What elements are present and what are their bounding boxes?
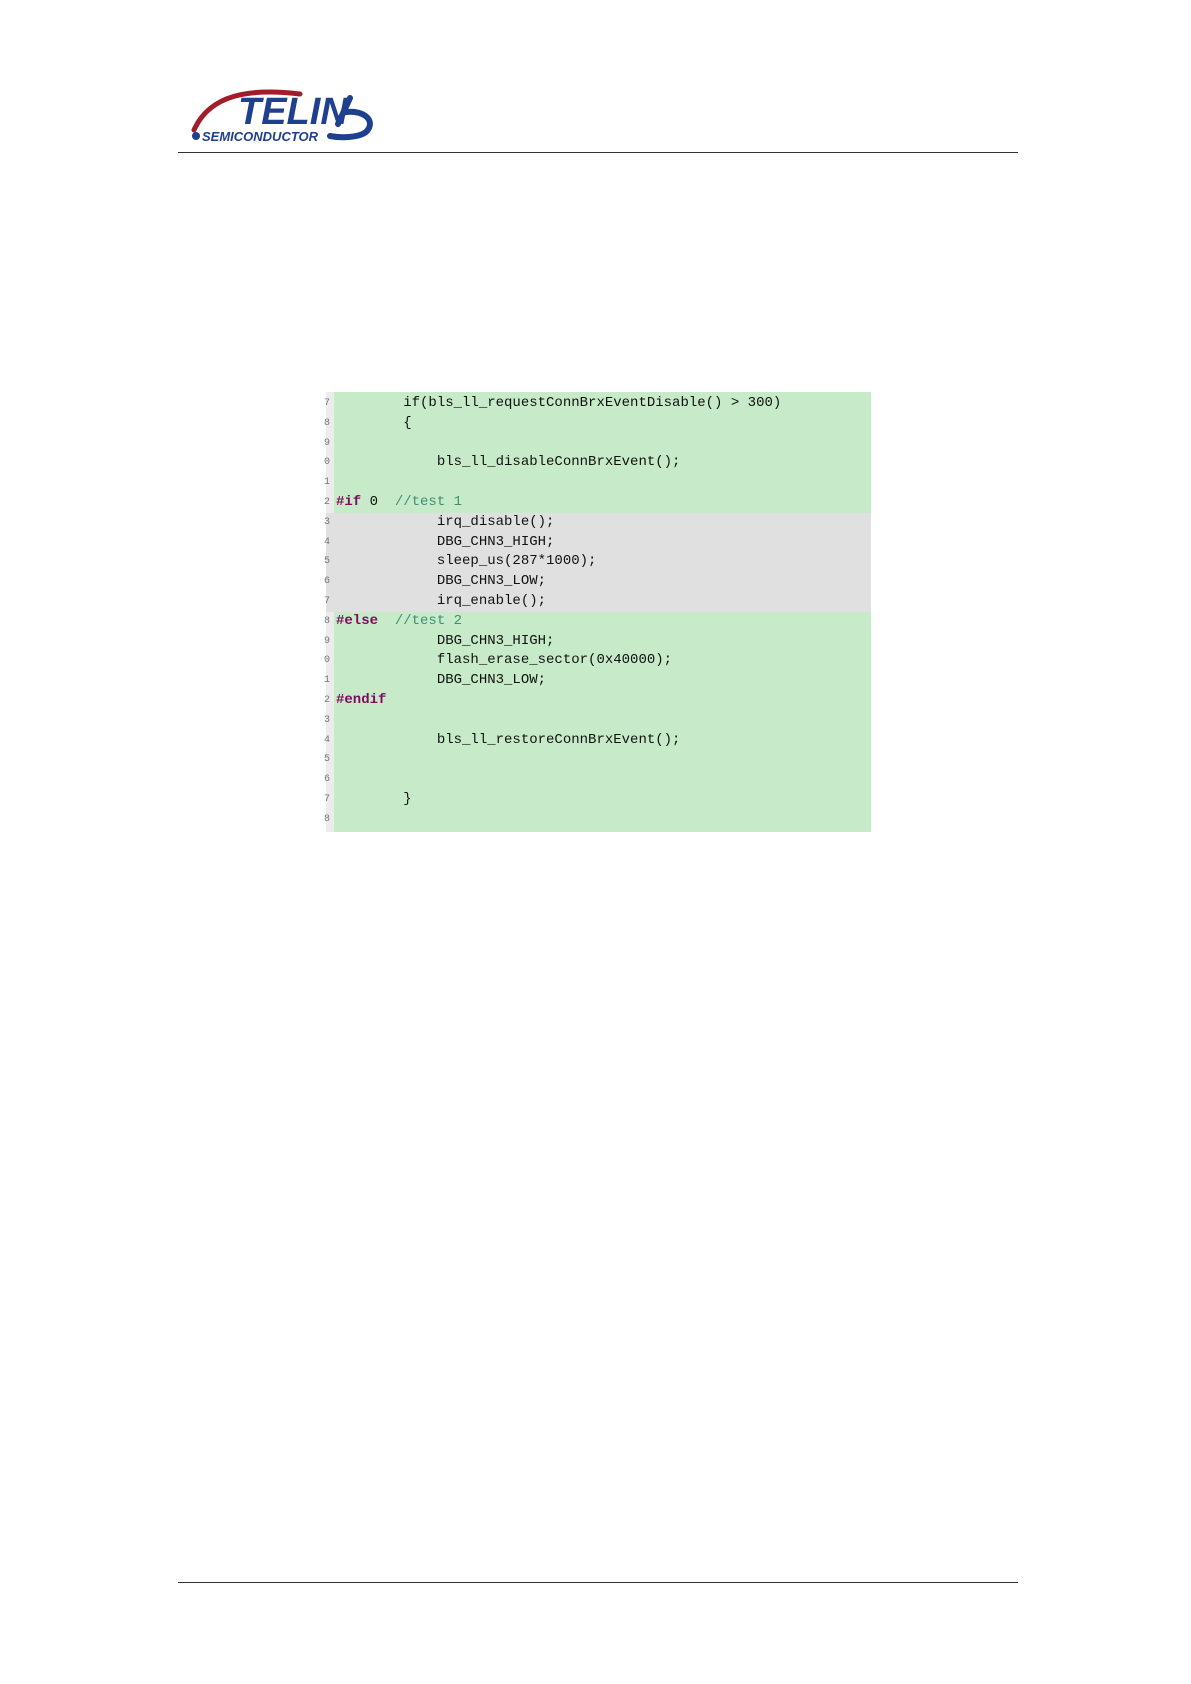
code-line: [326, 434, 871, 454]
code-body: irq_enable();: [336, 593, 547, 609]
line-number: 4: [324, 536, 331, 548]
code-text: [336, 414, 412, 434]
code-body: if(bls_ll_requestConnBrxEventDisable() > 300): [336, 395, 782, 411]
code-text: [336, 671, 546, 691]
code-body: DBG_CHN3_HIGH;: [336, 632, 555, 649]
code-body: DBG_CHN3_HIGH;: [336, 533, 555, 550]
code-text: [336, 453, 680, 473]
line-number: 7: [324, 398, 331, 409]
code-line: [326, 731, 871, 751]
line-number: 1: [324, 675, 331, 687]
telink-logo-graphic: [190, 84, 390, 148]
code-line: [326, 533, 871, 553]
code-comment: //test 1: [394, 494, 463, 510]
preprocessor-directive: #endif: [336, 692, 387, 708]
code-line: [326, 513, 871, 533]
line-number: 6: [324, 576, 331, 588]
svg-text:TELIN: TELIN: [238, 91, 348, 133]
code-line: [326, 691, 871, 711]
code-listing: [326, 392, 871, 832]
code-line: [326, 810, 871, 830]
preprocessor-directive: #if: [336, 494, 362, 510]
line-number: 2: [324, 497, 331, 508]
code-line: [326, 453, 871, 473]
code-line: [326, 770, 871, 790]
code-body: bls_ll_restoreConnBrxEvent();: [336, 731, 681, 748]
code-line: [326, 612, 871, 632]
code-line: [326, 592, 871, 612]
line-number: 4: [324, 734, 331, 746]
code-body: DBG_CHN3_LOW;: [336, 672, 547, 689]
code-body: bls_ll_disableConnBrxEvent();: [336, 454, 681, 471]
code-body: {: [336, 414, 412, 431]
code-line: [326, 711, 871, 731]
preprocessor-directive: #else: [336, 612, 379, 629]
code-line: [326, 671, 871, 691]
code-line: [326, 651, 871, 671]
code-text: [336, 592, 546, 612]
code-line: [326, 632, 871, 652]
line-number: 3: [324, 516, 331, 528]
line-number: 1: [324, 477, 331, 489]
line-number: 0: [324, 457, 331, 469]
line-number: 3: [324, 714, 331, 726]
line-number: 8: [324, 615, 331, 627]
code-body: irq_disable();: [336, 513, 555, 530]
code-line: [326, 394, 871, 414]
code-body: }: [336, 791, 412, 807]
line-number: 8: [324, 813, 331, 825]
code-text: [336, 572, 546, 592]
footer-rule: [178, 1582, 1018, 1583]
line-number: 9: [324, 635, 331, 647]
code-text: [336, 533, 554, 553]
line-number: 5: [324, 754, 331, 766]
code-text: [336, 731, 680, 751]
code-line: [326, 790, 871, 810]
code-line: [326, 750, 871, 770]
code-line: [326, 552, 871, 572]
code-text: [336, 790, 412, 810]
code-text: [336, 632, 554, 652]
line-number: 7: [324, 794, 331, 805]
code-text: [336, 394, 781, 414]
code-body: DBG_CHN3_LOW;: [336, 573, 547, 590]
line-number: 7: [324, 596, 331, 607]
code-line: [326, 473, 871, 493]
line-number: 6: [324, 774, 331, 786]
code-text: [336, 513, 554, 533]
code-text: [336, 651, 672, 671]
code-body: sleep_us(287*1000);: [336, 553, 597, 570]
telink-logo: [190, 84, 390, 148]
code-line: [326, 414, 871, 434]
code-comment: //test 2: [394, 612, 463, 629]
line-number: 9: [324, 437, 331, 449]
code-line: [326, 493, 871, 513]
code-body: 0: [361, 494, 395, 510]
line-number: 8: [324, 417, 331, 429]
code-text: [336, 493, 462, 513]
code-body: flash_erase_sector(0x40000);: [336, 652, 673, 669]
header-rule: [178, 152, 1018, 153]
code-text: [336, 612, 462, 632]
line-number: 0: [324, 655, 331, 667]
svg-text:SEMICONDUCTOR: SEMICONDUCTOR: [202, 129, 319, 144]
line-number: 2: [324, 695, 331, 706]
code-line: [326, 572, 871, 592]
code-text: [336, 691, 386, 711]
code-text: [336, 552, 596, 572]
code-body: [378, 613, 395, 629]
line-number: 5: [324, 556, 331, 568]
